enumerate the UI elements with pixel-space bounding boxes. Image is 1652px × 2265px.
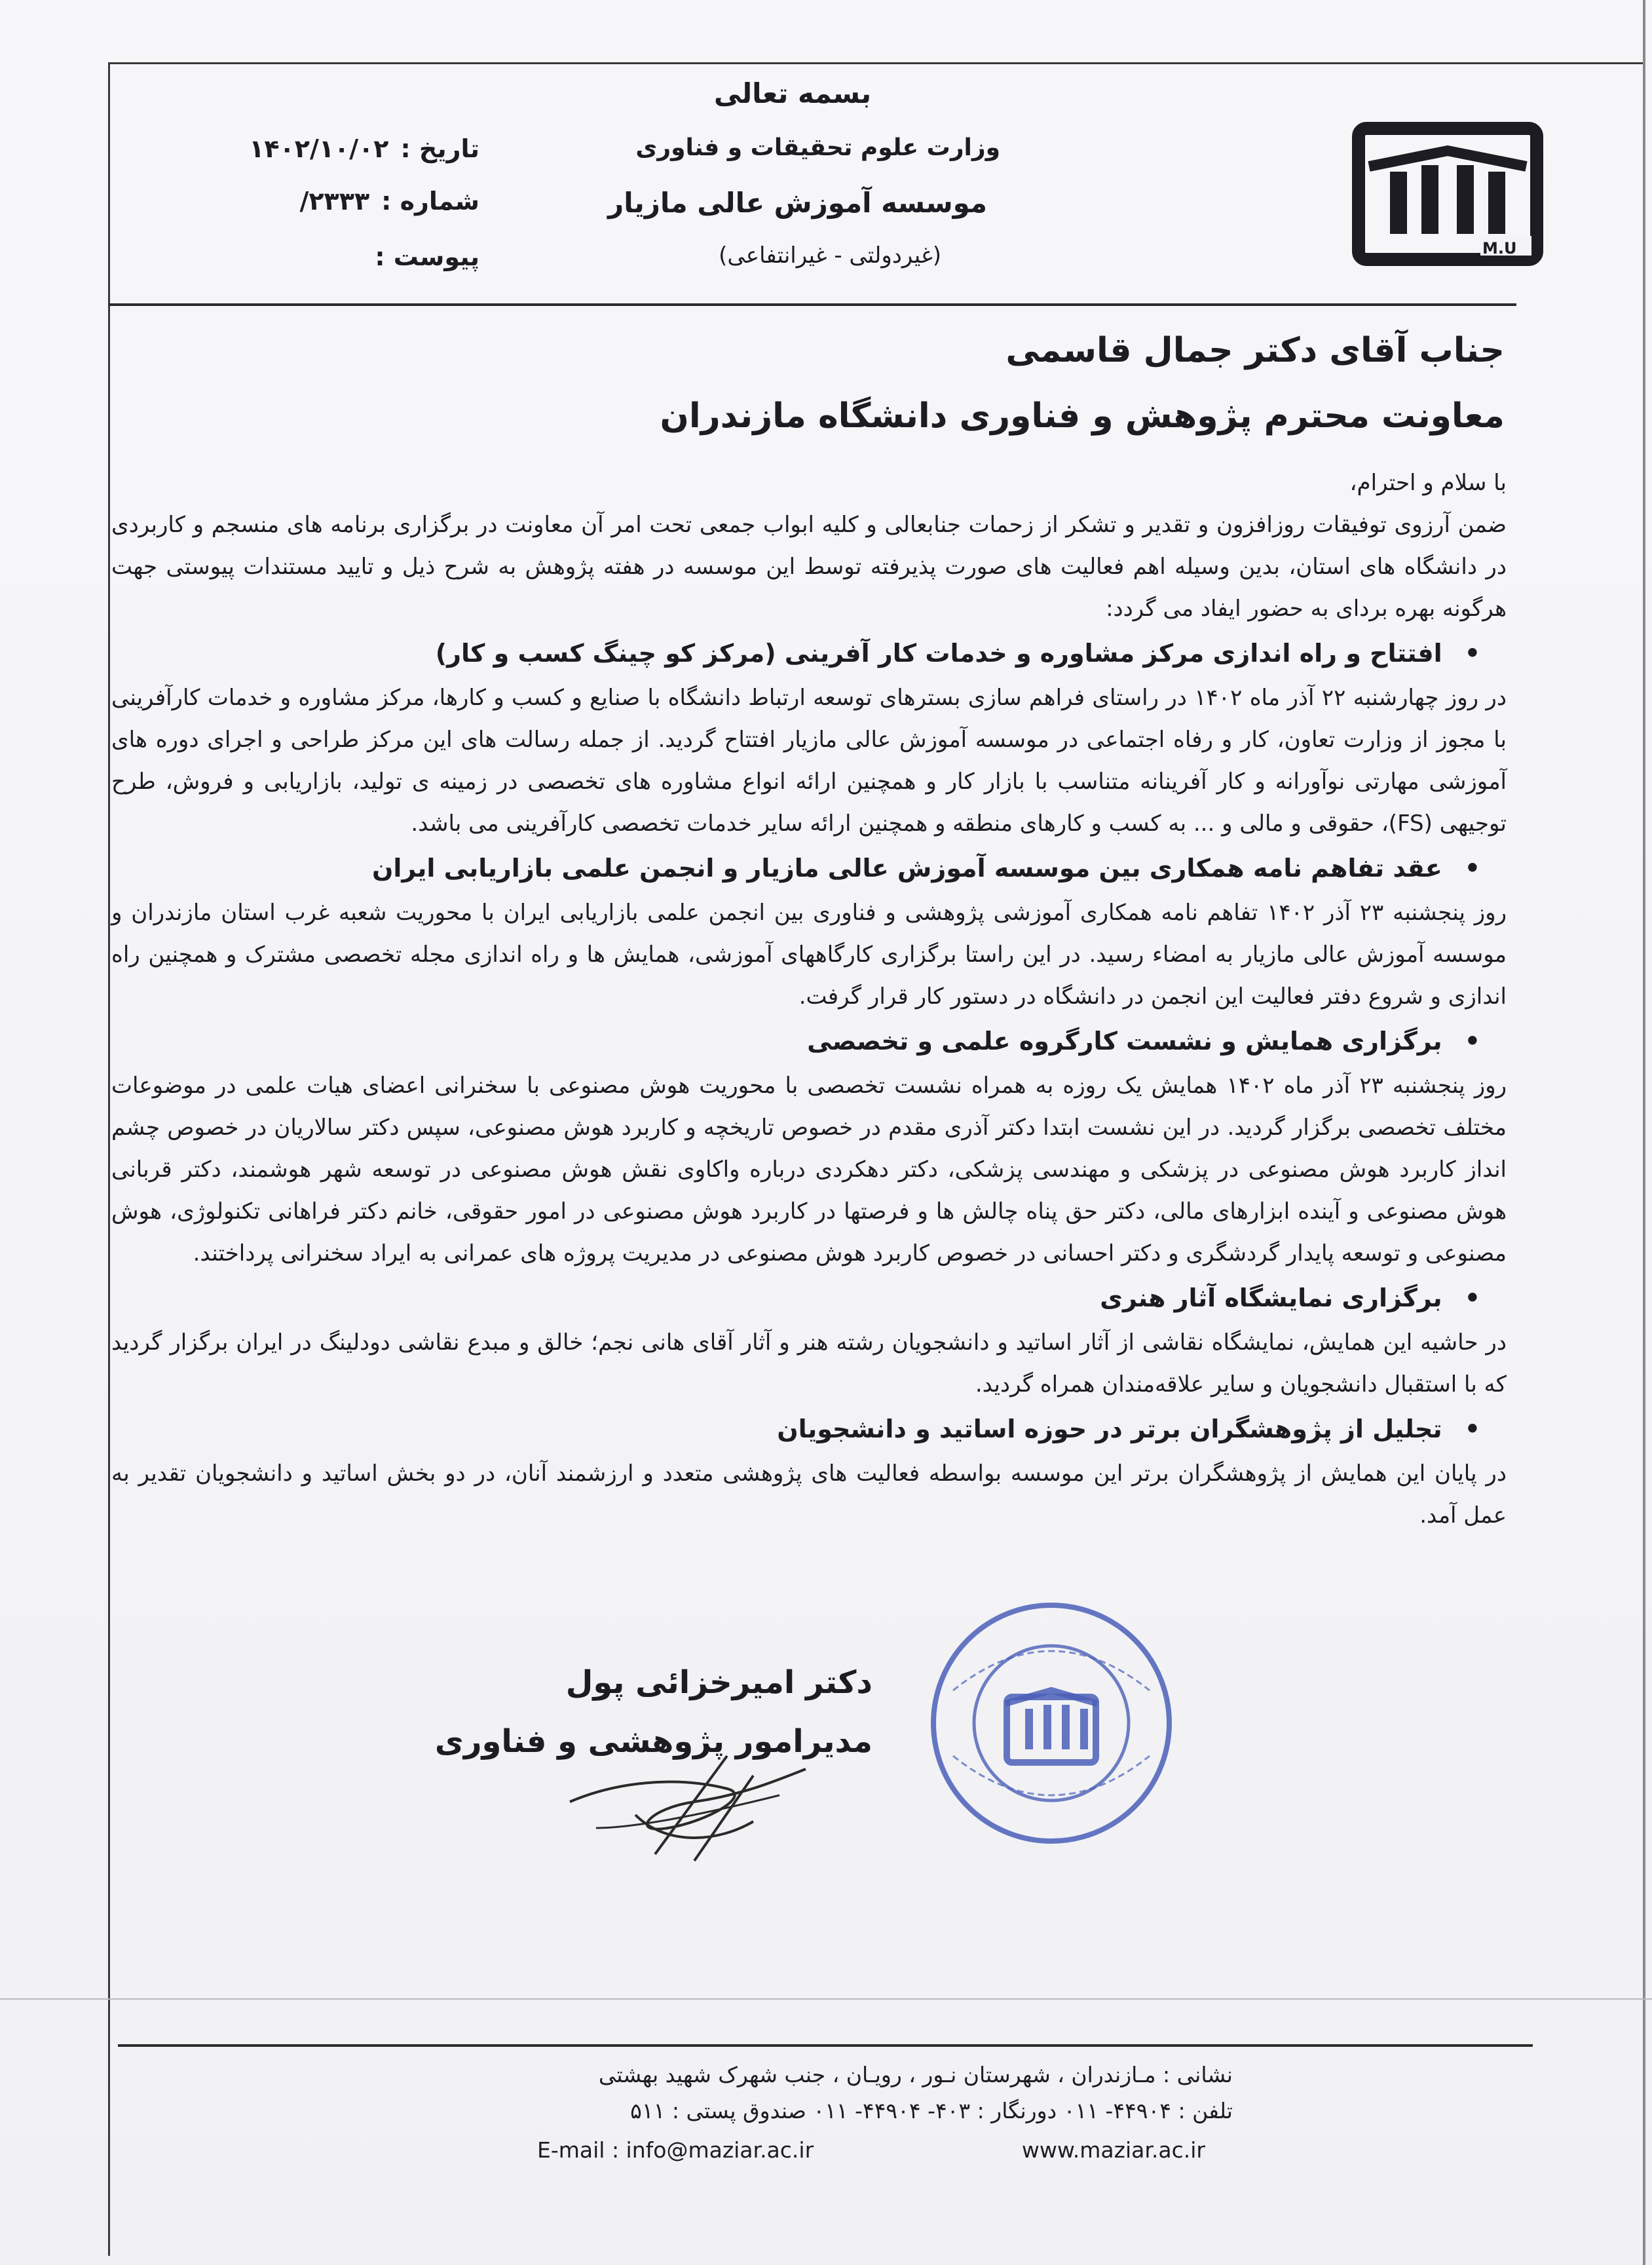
logo-text: M.U <box>1482 239 1517 257</box>
intro-paragraph: ضمن آرزوی توفیقات روزافزون و تقدیر و تشکر از زحمات جنابعالی و کلیه ابواب جمعی تحت امر آن معاونت در برگزاری برنامه های منسجم و کاربردی در دانشگاه های استان، بدین وسیله اهم فعالیت های صورت پذیرفته توسط این موسسه در هفته پژوهش به شرح ذیل و تایید مستندات پیوستی جهت هرگونه بهره بردای به حضور ایفاد می گردد: <box>111 512 1507 622</box>
footer-phone: تلفن : ۴۴۹۰۴- ۰۱۱ دورنگار : ۴۰۳- ۴۴۹۰۴- ۰۱۱ صندوق پستی : ۵۱۱ <box>630 2098 1233 2123</box>
item-text: در حاشیه این همایش، نمایشگاه نقاشی از آثار اساتید و دانشجویان رشته هنر و آثار آقای هانی نجم؛ خالق و مبدع نقاشی دودلینگ در ایران برگزار گردید که با استقبال دانشجویان و سایر علاقه‌مندان همراه گردید. <box>111 1329 1507 1398</box>
item-title: • برگزاری همایش و نشست کارگروه علمی و تخصصی <box>111 1018 1480 1065</box>
footer-contact <box>537 2137 1205 2163</box>
basmala: بسمه تعالی <box>713 77 872 109</box>
item-title: • تجلیل از پژوهشگران برتر در حوزه اساتید و دانشجویان <box>111 1405 1480 1453</box>
letter-attachment <box>204 242 479 271</box>
scan-artifact-line <box>0 1998 1652 2000</box>
signer-title: مدیرامور پژوهشی و فناوری <box>434 1723 873 1760</box>
date-value: ۱۴۰۲/۱۰/۰۲ <box>249 134 389 163</box>
recipient-title: معاونت محترم پژوهش و فناوری دانشگاه مازندران <box>660 396 1505 436</box>
number-label: شماره : <box>381 187 479 216</box>
item-text: روز پنجشنبه ۲۳ آذر ۱۴۰۲ تفاهم نامه همکاری آموزشی پژوهشی و فناوری بین انجمن علمی بازاریابی ایران با محوریت شعبه غرب استان مازندران و موسسه آموزش عالی مازیار به امضاء رسید. در این راستا برگزاری کارگاههای آموزشی، همایش ها و راه اندازی مجله تخصصی مشترک و همچنین راه اندازی و شروع دفتر فعالیت این انجمن در دانشگاه در دستور کار قرار گرفت. <box>111 900 1507 1010</box>
recipient-name: جناب آقای دکتر جمال قاسمی <box>1005 331 1505 370</box>
item-text: در روز چهارشنبه ۲۲ آذر ماه ۱۴۰۲ در راستای فراهم سازی بسترهای توسعه ارتباط دانشگاه با صنایع و کسب و کارها، مرکز مشاوره و خدمات کارآفرینی با مجوز از وزارت تعاون، کار و رفاه اجتماعی در موسسه آموزش عالی مازیار افتتاح گردید. از جمله رسالت های این مرکز طراحی و اجرای دوره های آموزشی مهارتی نوآورانه و کار آفرینانه متناسب با بازار کار و همچنین ارائه انواع مشاوره های تخصصی در زمینه ی تولید، بازاریابی و فروش، طرح توجیهی (FS)، حقوقی و مالی و ... به کسب و کارهای منطقه و همچنین ارائه سایر خدمات تخصصی کارآفرینی می باشد. <box>111 685 1507 837</box>
signer-name: دکتر امیرخزائی پول <box>565 1664 873 1701</box>
footer-divider <box>118 2044 1533 2047</box>
handwritten-signature-icon <box>557 1730 832 1874</box>
attachment-label: پیوست : <box>375 242 479 271</box>
number-value: ۲۳۳۳/ <box>299 187 370 216</box>
item-title: • افتتاح و راه اندازی مرکز مشاوره و خدمات کار آفرینی (مرکز کو چینگ کسب و کار) <box>111 630 1480 677</box>
greeting: با سلام و احترام، <box>1349 470 1507 496</box>
letter-body <box>111 462 1507 1536</box>
date-label: تاریخ : <box>400 134 479 163</box>
header-divider <box>108 303 1516 306</box>
institute-name: موسسه آموزش عالی مازیار <box>608 187 987 219</box>
item-text: روز پنجشنبه ۲۳ آذر ماه ۱۴۰۲ همایش یک روزه به همراه نشست تخصصی با محوریت هوش مصنوعی با سخنرانی اعضای هیات علمی در موضوعات مختلف تخصصی برگزار گردید. در این نشست ابتدا دکتر آذری مقدم در خصوص تاریخچه و کاربرد هوش مصنوعی، سپس دکتر سالاریان در خصوص چشم انداز کاربرد هوش مصنوعی در پزشکی و مهندسی پزشکی، دکتر دهکردی درباره واکاوی نقش هوش مصنوعی در توسعه شهر هوشمند، دکتر قربانی هوش مصنوعی و آینده ابزارهای مالی، دکتر حق پناه چالش ها و فرصتها در کاربرد هوش مصنوعی در امور حقوقی، خانم دکتر فراهانی تکنولوژی، هوش مصنوعی و توسعه پایدار گردشگری و دکتر احسانی در خصوص کاربرد هوش مصنوعی در مدیریت پروژه های عمرانی به ایراد سخنرانی پرداختند. <box>111 1073 1507 1266</box>
footer-address: نشانی : مـازندران ، شهرستان نـور ، رویـان ، جنب شهرک شهید بهشتی <box>598 2062 1233 2087</box>
scan-edge <box>1643 0 1645 2265</box>
footer-email: E-mail : info@maziar.ac.ir <box>537 2137 814 2163</box>
institute-type: (غیردولتی - غیرانتفاعی) <box>719 242 941 269</box>
item-title: • برگزاری نمایشگاه آثار هنری <box>111 1274 1480 1322</box>
item-title: • عقد تفاهم نامه همکاری بین موسسه آموزش عالی مازیار و انجمن علمی بازاریابی ایران <box>111 845 1480 892</box>
ministry-name: وزارت علوم تحقیقات و فناوری <box>635 134 1000 161</box>
official-seal-icon <box>927 1599 1176 1848</box>
letter-date <box>204 134 479 163</box>
item-text: در پایان این همایش از پژوهشگران برتر این موسسه بواسطه فعالیت های پژوهشی متعدد و ارزشمند آنان، در دو بخش اساتید و دانشجویان تقدیر به عمل آمد. <box>111 1460 1507 1529</box>
letter-number <box>204 187 479 216</box>
footer-website: www.maziar.ac.ir <box>1021 2137 1205 2163</box>
